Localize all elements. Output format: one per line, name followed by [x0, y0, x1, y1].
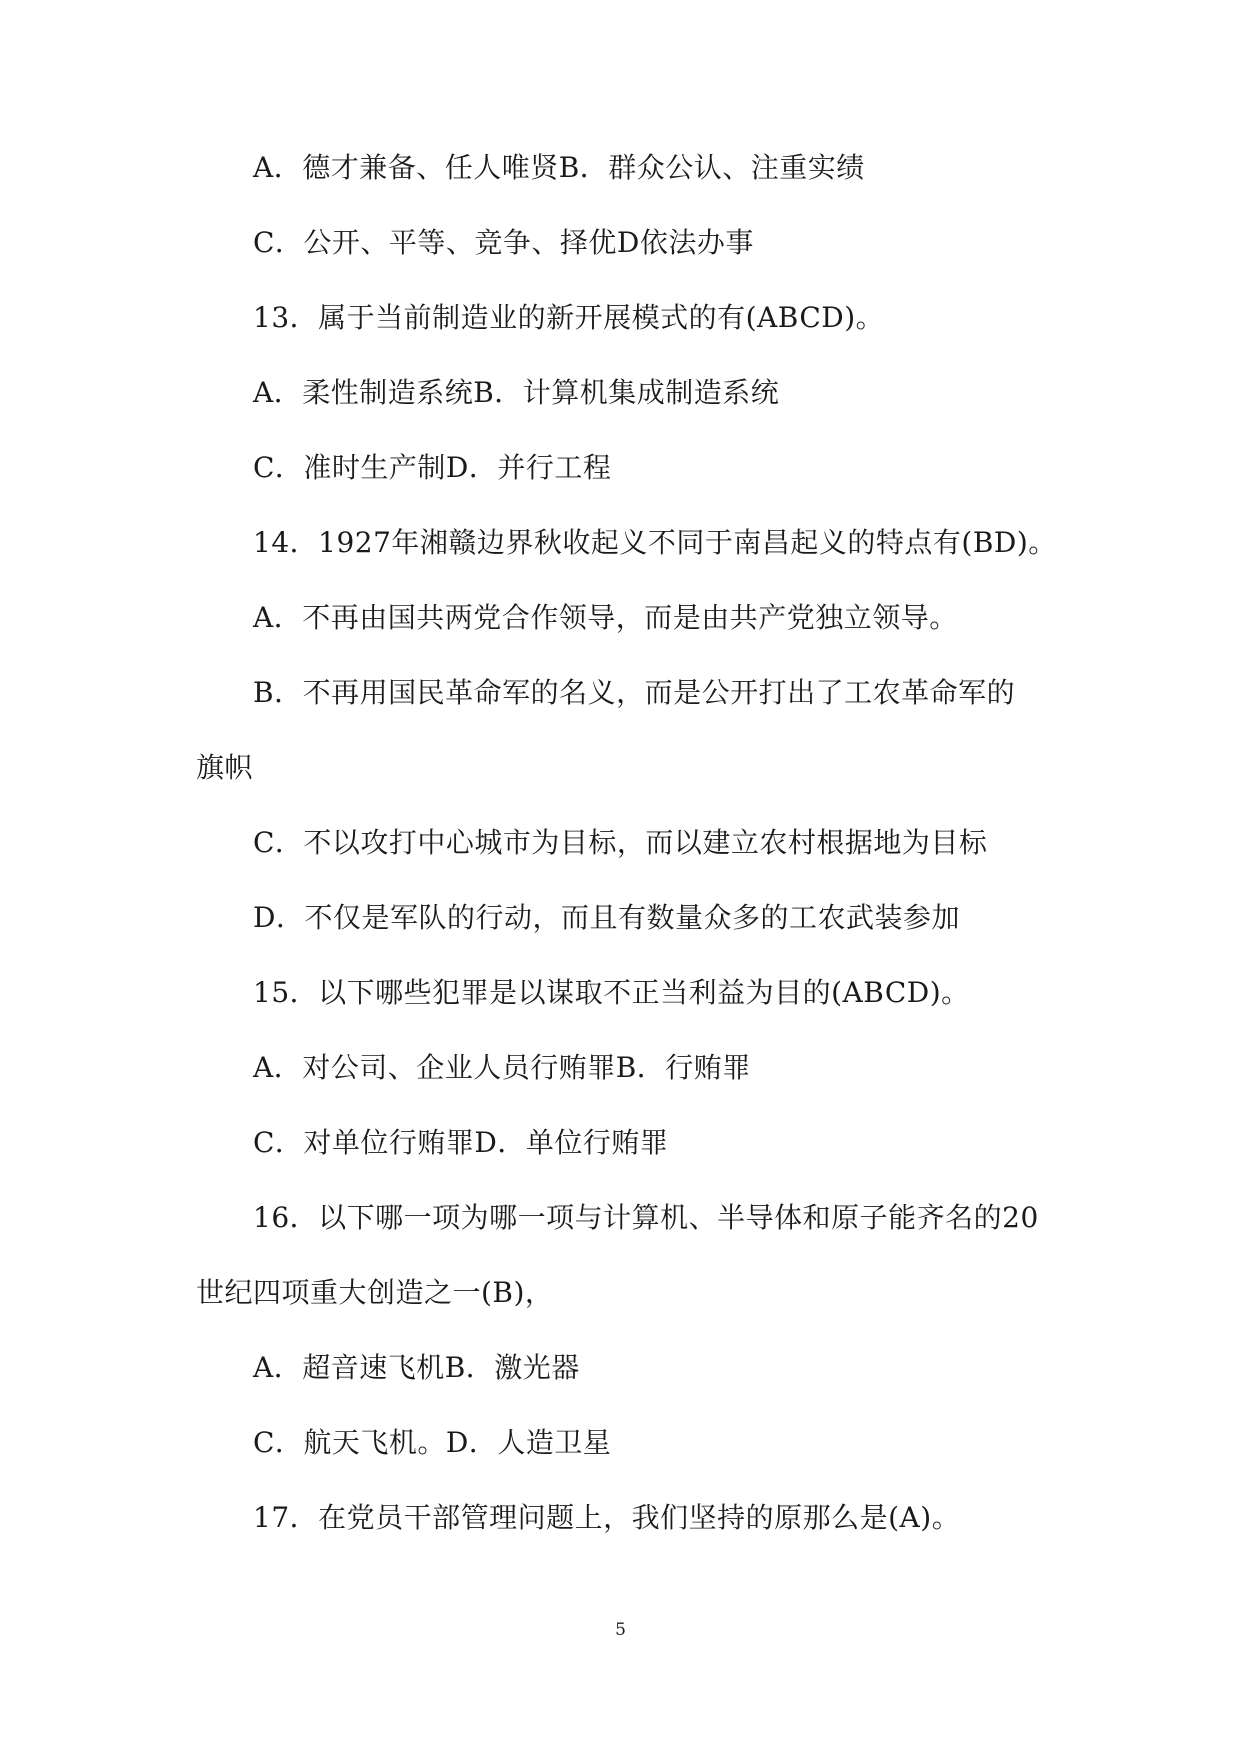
- answer-option-line: A．对公司、企业人员行贿罪B．行贿罪: [253, 1051, 751, 1084]
- question-line: 16．以下哪一项为哪一项与计算机、半导体和原子能齐名的20: [253, 1201, 1039, 1234]
- answer-option-line: C．准时生产制D．并行工程: [253, 451, 612, 484]
- answer-option-line: C．公开、平等、竞争、择优D依法办事: [253, 226, 754, 259]
- answer-option-line: A．超音速飞机B．激光器: [253, 1351, 580, 1384]
- page-number: 5: [615, 1620, 626, 1640]
- continuation-line: 世纪四项重大创造之一(B)，: [196, 1276, 554, 1309]
- question-line: 14．1927年湘赣边界秋收起义不同于南昌起义的特点有(BD)。: [253, 526, 1057, 559]
- answer-option-line: C．不以攻打中心城市为目标，而以建立农村根据地为目标: [253, 826, 988, 859]
- answer-option-line: A．柔性制造系统B．计算机集成制造系统: [253, 376, 780, 409]
- continuation-line: 旗帜: [196, 751, 254, 784]
- question-line: 17．在党员干部管理问题上，我们坚持的原那么是(A)。: [253, 1501, 961, 1534]
- answer-option-line: A．不再由国共两党合作领导，而是由共产党独立领导。: [253, 601, 958, 634]
- answer-option-line: D．不仅是军队的行动，而且有数量众多的工农武装参加: [253, 901, 960, 934]
- answer-option-line: A．德才兼备、任人唯贤B．群众公认、注重实绩: [253, 151, 865, 184]
- answer-option-line: B．不再用国民革命军的名义，而是公开打出了工农革命军的: [253, 676, 1016, 709]
- answer-option-line: C．航天飞机。D．人造卫星: [253, 1426, 612, 1459]
- question-line: 13．属于当前制造业的新开展模式的有(ABCD)。: [253, 301, 885, 334]
- question-line: 15．以下哪些犯罪是以谋取不正当利益为目的(ABCD)。: [253, 976, 970, 1009]
- answer-option-line: C．对单位行贿罪D．单位行贿罪: [253, 1126, 669, 1159]
